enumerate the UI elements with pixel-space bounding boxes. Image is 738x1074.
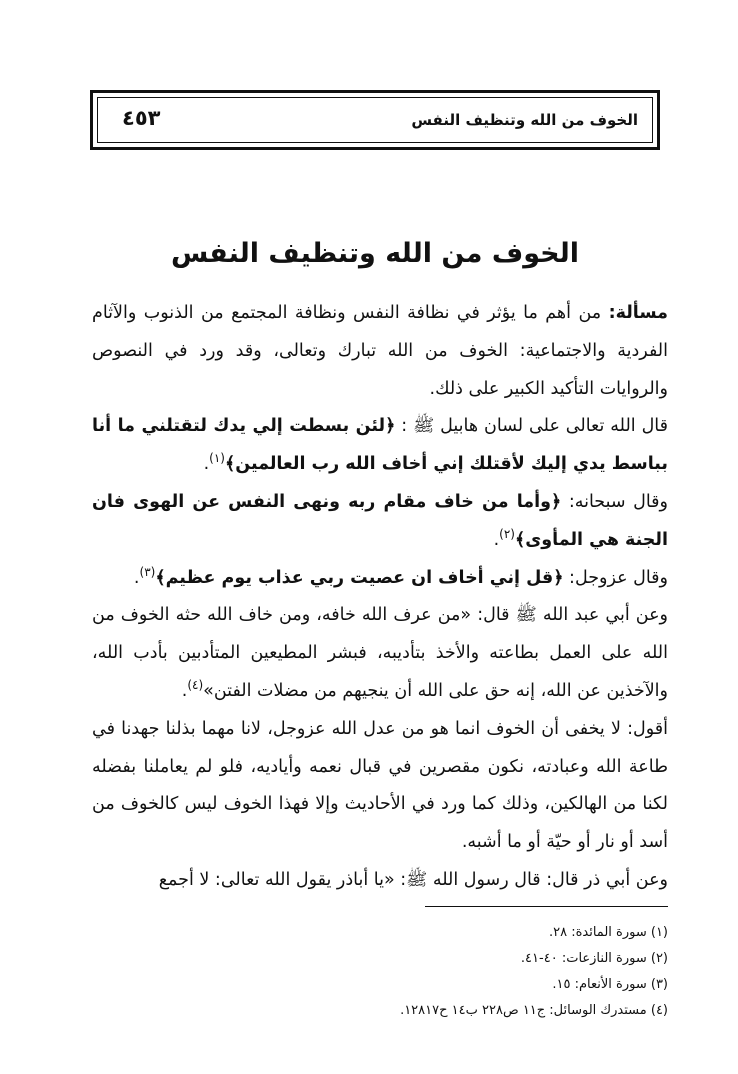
hadith-text: وعن أبي عبد الله ﷺ قال: «من عرف الله خافه، ومن خاف الله حثه الخوف من الله على العمل بطاعته والأخذ بتأديبه، فبشر المطيعين المتأدبين بأدب الله، والآخذين عن الله، إنه حق على الله أن ينجيهم من مضلات الفتن» — [92, 605, 668, 701]
verse-intro: وقال سبحانه: — [561, 491, 668, 512]
verse-intro: قال الله تعالى على لسان هابيل ﷺ : — [395, 416, 668, 437]
paragraph-issue — [92, 295, 668, 408]
paragraph-hadith-abi-abdillah: وعن أبي عبد الله ﷺ قال: «من عرف الله خافه، ومن خاف الله حثه الخوف من الله على العمل بطاعته والأخذ بتأديبه، فبشر المطيعين المتأدبين بأدب الله، والآخذين عن الله، إنه حق على الله أن ينجيهم من مضلات الفتن»$^{(٤)}$. — [92, 605, 668, 701]
footnote-4: (٤) مستدرك الوسائل: ج١١ ص٢٢٨ ب١٤ ح١٢٨١٧. — [400, 1003, 668, 1018]
running-title: الخوف من الله وتنظيف النفس — [411, 111, 638, 129]
issue-text: من أهم ما يؤثر في نظافة النفس ونظافة المجتمع من الذنوب والآثام الفردية والاجتماعية: الخوف من الله تبارك وتعالى، وقد ورد في النصوص والروايات التأكيد الكبير على ذلك. — [92, 303, 668, 399]
footnote-3: (٣) سورة الأنعام: ١٥. — [552, 977, 668, 992]
paragraph-anam-verse: وقال عزوجل: ﴿قل إني أخاف ان عصيت ربي عذاب يوم عظيم﴾$^{(٣)}$. — [133, 564, 668, 588]
quran-quote: ﴿وأما من خاف مقام ربه ونهى النفس عن الهوى فان الجنة هي المأوى﴾ — [92, 491, 668, 550]
issue-label: مسألة: — [608, 303, 668, 323]
commentary-text: أقول: لا يخفى أن الخوف انما هو من عدل الله عزوجل، لانا مهما بذلنا جهدنا في طاعة الله وعبادته، نكون مقصرين في قبال نعمه وأياديه، فلو لم يعاملنا بفضله لكنا من الهالكين، وذلك كما ورد في الأحاديث وإلا فهذا الخوف ليس كالخوف من أسد أو نار أو حيّة أو ما أشبه. — [92, 718, 668, 853]
running-header-frame — [90, 90, 660, 150]
footnote-ref: (٢) — [499, 526, 515, 541]
hadith-text: وعن أبي ذر قال: قال رسول الله ﷺ: «يا أباذر يقول الله تعالى: لا أجمع — [158, 869, 668, 890]
footnote-1: (١) سورة المائدة: ٢٨. — [548, 925, 668, 940]
footnote-separator — [425, 906, 668, 907]
footnote-ref: (١) — [209, 451, 225, 466]
footnote-2: (٢) سورة النازعات: ٤٠-٤١. — [520, 951, 668, 966]
paragraph-habil-verse: قال الله تعالى على لسان هابيل ﷺ : ﴿لئن بسطت إلي يدك لتقتلني ما أنا بباسط يدي إليك لأقتلك إني أخاف الله رب العالمين﴾$^{(١)}$. — [92, 416, 668, 475]
footnote-ref: (٣) — [139, 564, 156, 579]
running-header-inner-border — [97, 97, 653, 143]
verse-intro: وقال عزوجل: — [563, 567, 668, 588]
body-text — [92, 295, 668, 900]
quran-quote: ﴿لئن بسطت إلي يدك لتقتلني ما أنا بباسط يدي إليك لأقتلك إني أخاف الله رب العالمين﴾ — [92, 416, 668, 475]
paragraph-nazi-at-verse: وقال سبحانه: ﴿وأما من خاف مقام ربه ونهى النفس عن الهوى فان الجنة هي المأوى﴾$^{(٢)}$. — [92, 491, 668, 550]
page-number: ٤٥٣ — [122, 106, 161, 130]
paragraph-hadith-abi-dharr — [92, 862, 668, 900]
chapter-title: الخوف من الله وتنظيف النفس — [171, 238, 579, 269]
footnotes — [100, 920, 668, 1024]
paragraph-commentary — [92, 711, 668, 862]
footnote-ref: (٤) — [187, 678, 204, 693]
quran-quote: ﴿قل إني أخاف ان عصيت ربي عذاب يوم عظيم﴾ — [155, 567, 564, 588]
